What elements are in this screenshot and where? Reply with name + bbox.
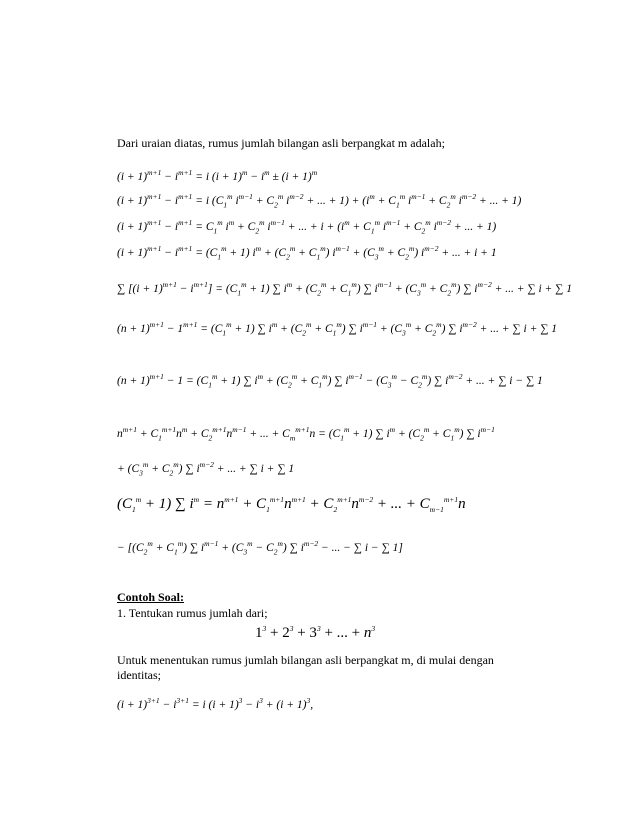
equation-line-9: [117, 458, 294, 480]
equation-line-2: [117, 190, 521, 212]
identity-render: $(i + 1)^{3+1} - i^{3+1} = i$ $(i + 1)^3 - i^3 + (i + 1)^3$,: [117, 696, 314, 711]
eq5-render: ∑ $[(i + 1)^{m+1} - i^{m+1}] = (C_1^m + 1)$ ∑ $i^m + (C_2^m + C_1^m)$ ∑ $i^{m-1} + (C_3^m + C_2^m)$ ∑ $i^{m-2}$ + ... + ∑ i + ∑ 1: [117, 280, 572, 298]
example-heading: Contoh Soal:: [117, 590, 185, 604]
explain-line-2: identitas;: [117, 668, 161, 682]
equation-line-11: [117, 537, 403, 559]
eq9-render: + $(C_3^m + C_2^m)$ ∑ $i^{m-2}$ + ... + ∑ i + ∑ 1: [117, 460, 295, 478]
intro-text: Dari uraian diatas, rumus jumlah bilangan asli berpangkat m adalah;: [117, 136, 445, 150]
eq7-render: $(n + 1)^{m+1} - 1 = (C_1^m + 1)$ ∑ $i^m + (C_2^m + C_1^m)$ ∑ $i^{m-1} - (C_3^m - C_2^m)$ ∑ $i^{m-2}$ + ... + ∑ i − ∑ 1: [117, 372, 543, 390]
eq2-render: $(i + 1)^{m+1} - i^{m+1} = i$ ($C_1^m$ $i^{m-1} + C_2^m$ $i^{m-2}$ + ... + $1) + (i^m + C_1^m$ $i^{m-1} + C_2^m$ $i^{m-2}$ + ... + 1): [117, 192, 522, 210]
series-expression: [255, 622, 375, 640]
eq11-render: − [$(C_2^m + C_1^m)$ ∑ $i^{m-1} + (C_3^m - C_2^m)$ ∑ $i^{m-2}$ − ... − ∑ i − ∑ 1]: [117, 539, 403, 557]
identity-equation: [117, 694, 313, 712]
eq10-render: $(C_1^m + 1)$ ∑ $i^m = n^{m+1} + C_1^{m+1}n^{m+1} + C_2^{m+1}n^{m-2}$ + ... + $C_{m-1}^{m+1}n$: [117, 495, 466, 514]
equation-line-5: [117, 278, 572, 300]
series-render: $1^3 + 2^3 + 3^3$ + ... + $n^3$: [255, 624, 376, 641]
equation-line-8: [117, 423, 495, 445]
equation-line-4: [117, 242, 497, 264]
equation-line-3: [117, 216, 496, 238]
eq4-render: $(i + 1)^{m+1} - i^{m+1} = (C_1^m + 1)$ $i^m + (C_2^m + C_1^m) i^{m-1} + (C_3^m + C_2^m) i^{m-2}$ + ... + i + 1: [117, 244, 497, 262]
eq1-render: $(i + 1)^{m+1} - i^{m+1} = i$ $(i + 1)^m - i^m \pm (i + 1)^m$: [117, 168, 318, 183]
equation-line-10: [117, 493, 466, 517]
eq3-render: $(i + 1)^{m+1} - i^{m+1} = C_1^m$ $i^m + C_2^m$ $i^{m-1}$ + ... + $i + (i^m + C_1^m$ $i^{m-1} + C_2^m$ $i^{m-2}$ + ... + 1): [117, 218, 497, 236]
eq8-render: $n^{m+1} + C_1^{m+1}n^m + C_2^{m+1}n^{m-1}$ + ... + $C_m^{m+1}n = (C_1^m + 1)$ ∑ $i^m + (C_2^m + C_1^m)$ ∑ $i^{m-1}$: [117, 425, 495, 443]
eq6-render: $(n + 1)^{m+1} - 1^{m+1} = (C_1^m + 1)$ ∑ $i^m + (C_2^m + C_1^m)$ ∑ $i^{m-1} + (C_3^m + C_2^m)$ ∑ $i^{m-2}$ + ... + ∑ i + ∑ 1: [117, 320, 558, 338]
equation-line-7: [117, 370, 543, 392]
equation-line-1: [117, 166, 317, 184]
question-text: 1. Tentukan rumus jumlah dari;: [117, 606, 268, 620]
explain-line-1: Untuk menentukan rumus jumlah bilangan asli berpangkat m, di mulai dengan: [117, 653, 494, 667]
equation-line-6: [117, 318, 557, 340]
eq-text-1: [0, 0, 1, 1]
